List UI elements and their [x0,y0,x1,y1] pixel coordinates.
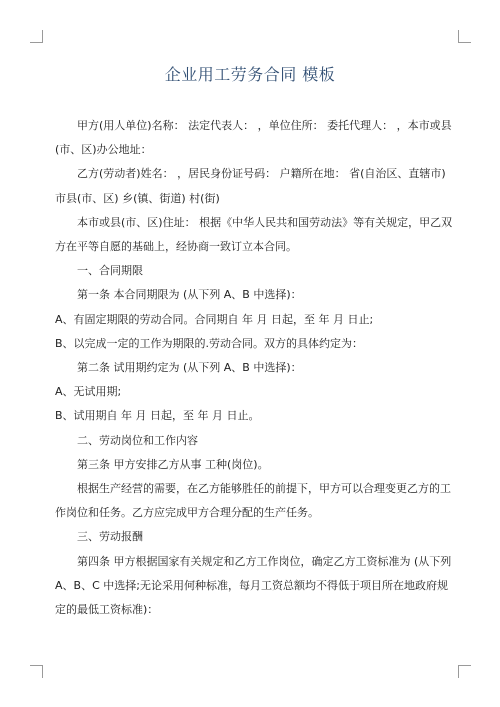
article-1: 第一条 本合同期限为 (从下列 A、B 中选择)： [77,288,302,302]
article-2-option-b: B、试用期自 年 月 日起，至 年 月 日止。 [55,409,260,423]
crop-mark-top-left [30,30,43,43]
article-4: 第四条 甲方根据国家有关规定和乙方工作岗位，确定乙方工资标准为 (从下列A、B、C 中选择;无论采用何种标准，每月工资总额均不得低于项目所在地政府规定的最低工资标准)： [55,554,452,617]
crop-mark-top-right [458,30,471,43]
paragraph-address-preamble: 本市或县(市、区)住址： 根据《中华人民共和国劳动法》等有关规定，甲乙双方在平等自愿的基础上，经协商一致订立本合同。 [55,215,453,254]
section-heading-position: 二、劳动岗位和工作内容 [77,433,198,447]
article-1-option-b: B、以完成一定的工作为期限的.劳动合同。双方的具体约定为： [55,336,364,350]
crop-mark-bottom-left [30,665,43,678]
section-heading-term: 一、合同期限 [77,264,143,278]
document-title: 企业用工劳务合同 模板 [164,65,336,84]
document-body [55,114,455,622]
article-3: 第三条 甲方安排乙方从事 工种(岗位)。 [77,457,269,471]
article-2: 第二条 试用期约定为 (从下列 A、B 中选择)： [77,361,302,375]
paragraph-party-b: 乙方(劳动者)姓名： ，居民身份证号码： 户籍所在地： 省(自治区、直辖市) 市县(市、区) 乡(镇、街道) 村(街) [55,167,450,205]
paragraph-position-change: 根据生产经营的需要，在乙方能够胜任的前提下，甲方可以合理变更乙方的工作岗位和任务。乙方应完成甲方合理分配的生产任务。 [55,482,451,520]
article-2-option-a: A、无试用期; [55,385,122,399]
article-1-option-a: A、有固定期限的劳动合同。合同期自 年 月 日起，至 年 月 日止; [55,312,374,326]
paragraph-party-a: 甲方(用人单位)名称： 法定代表人： ，单位住所： 委托代理人： ，本市或县(市、区)办公地址： [55,119,452,157]
crop-mark-bottom-right [458,665,471,678]
section-heading-remuneration: 三、劳动报酬 [77,530,143,544]
